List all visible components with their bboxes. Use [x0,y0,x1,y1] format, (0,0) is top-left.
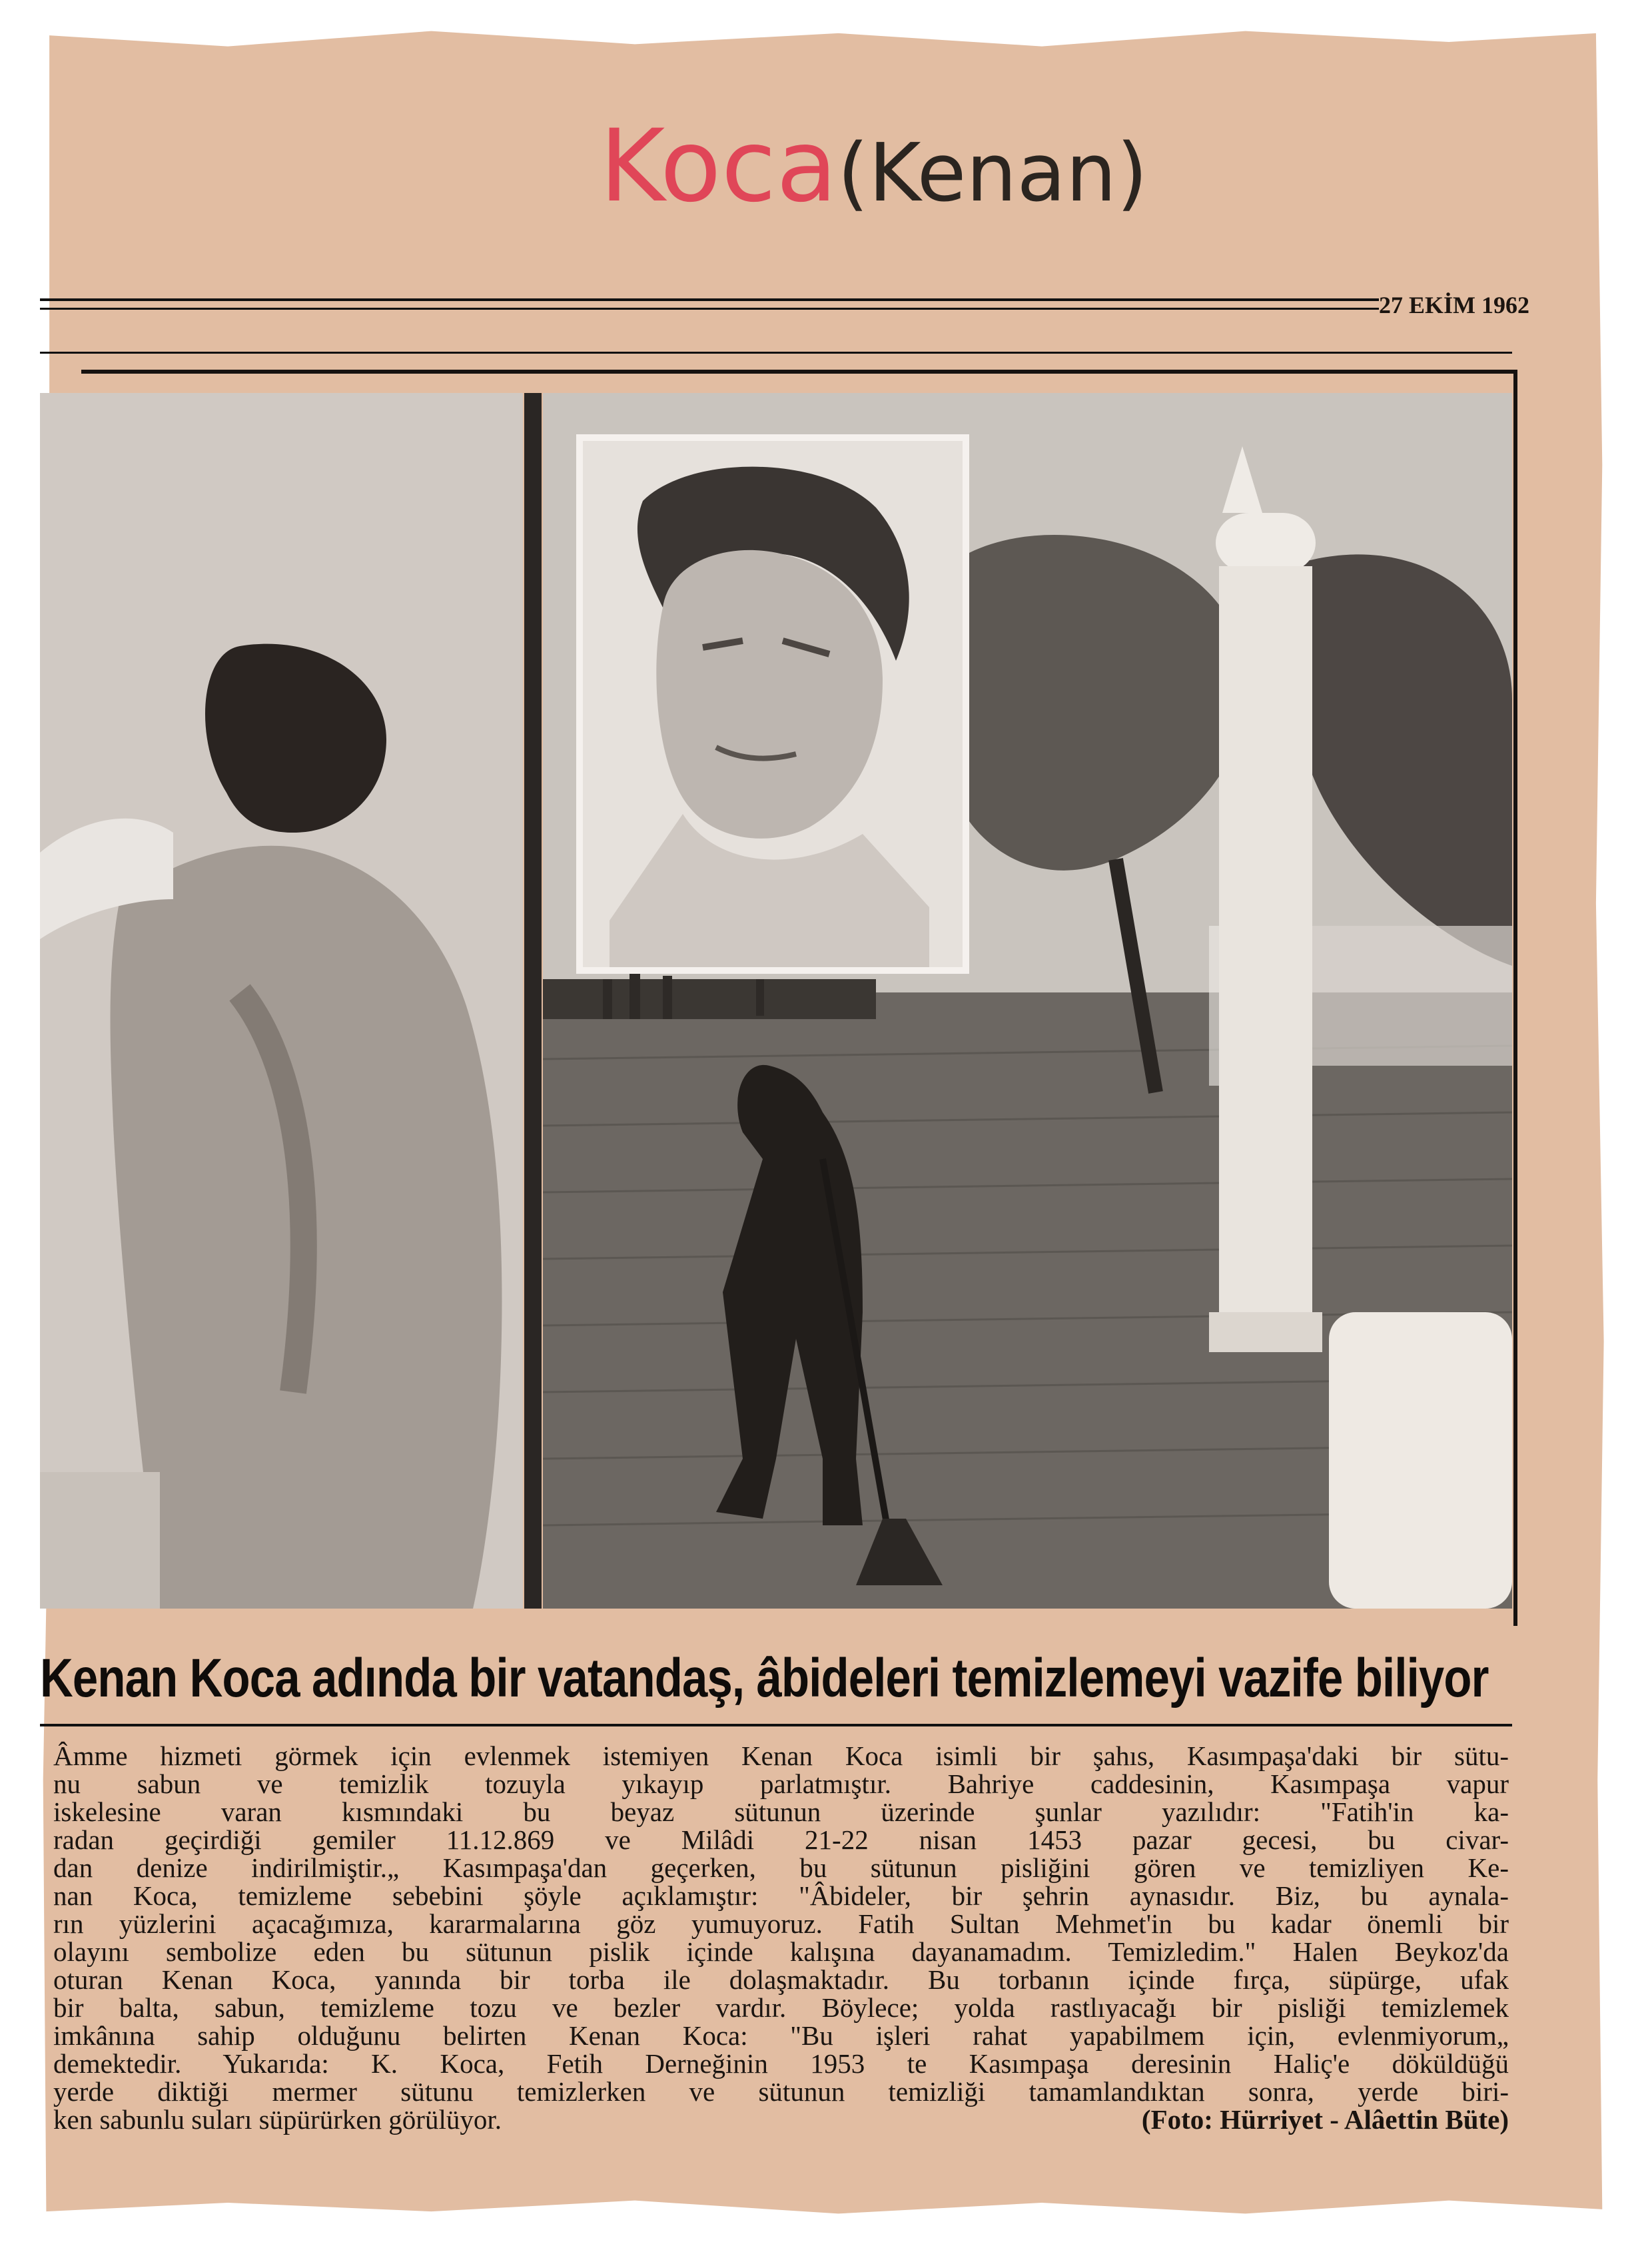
portrait-face-image [583,441,963,967]
article-line: nu sabun ve temizlik tozuyla yıkayıp parlatmıştır. Bahriye caddesinin, Kasımpaşa vapur [53,1768,1509,1799]
portrait-photo [576,434,969,974]
header-rule-top [40,298,1399,301]
article-line: nan Koca, temizleme sebebini şöyle açıklamıştır: "Âbideler, bir şehrin aynasıdır. Biz, bu aynala- [53,1880,1509,1911]
article-line: Âmme hizmeti görmek için evlenmek istemiyen Kenan Koca isimli bir şahıs, Kasımpaşa'daki bir sütu- [53,1740,1509,1771]
header-rule-thin [40,352,1512,354]
article-last-line [53,2105,1509,2133]
annotation-surname: Koca [600,109,838,224]
article-line: bir balta, sabun, temizleme tozu ve bezler vardır. Böylece; yolda rastlıyacağı bir pisliği temizlemek [53,1992,1509,2023]
article-line: demektedir. Yukarıda: K. Koca, Fetih Derneğinin 1953 te Kasımpaşa deresinin Haliç'e döküldüğü [53,2048,1509,2079]
article-line: yerde diktiği mermer sütunu temizlerken ve sütunun temizliği tamamlandıktan sonra, yerde biri- [53,2076,1509,2107]
header-rule-bottom [40,308,1399,310]
article-line: rın yüzlerini açacağımıza, kararmalarına göz yumuyoruz. Fatih Sultan Mehmet'in bu kadar önemli bir [53,1908,1509,1939]
photo-divider [524,393,542,1609]
article-line: radan geçirdiği gemiler 11.12.869 ve Milâdi 21-22 nisan 1453 pazar gecesi, bu civar- [53,1824,1509,1855]
annotation-given-name: (Kenan) [837,127,1148,220]
article-body [53,1742,1509,2195]
headline: Kenan Koca adında bir vatandaş, âbideleri temizlemeyi vazife biliyor [40,1648,1489,1708]
article-line: oturan Kenan Koca, yanında bir torba ile dolaşmaktadır. Bu torbanın içinde fırça, süpürge, ufak [53,1964,1509,1995]
handwritten-annotation [600,93,1199,240]
article-line: ken sabunlu suları süpürürken görülüyor. [53,2104,502,2135]
article-line: iskelesine varan kısmındaki bu beyaz sütunun üzerinde şunlar yazılıdır: "Fatih'in ka- [53,1796,1509,1827]
photo-credit: (Foto: Hürriyet - Alâettin Büte) [1141,2104,1509,2135]
article-line: imkânına sahip olduğunu belirten Kenan Koca: "Bu işleri rahat yapabilmem için, evlenmiyorum„ [53,2020,1509,2051]
issue-date: 27 EKİM 1962 [1379,290,1592,320]
photo-back-view [40,393,523,1609]
photo-back-view-image [40,393,523,1609]
headline-rule [40,1724,1512,1726]
article-line: dan denize indirilmiştir.„ Kasımpaşa'dan geçerken, bu sütunun pisliğini gören ve temizliyen Ke- [53,1852,1509,1883]
article-line: olayını sembolize eden bu sütunun pislik içinde kalışına dayanamadım. Temizledim." Halen Beykoz'da [53,1936,1509,1967]
